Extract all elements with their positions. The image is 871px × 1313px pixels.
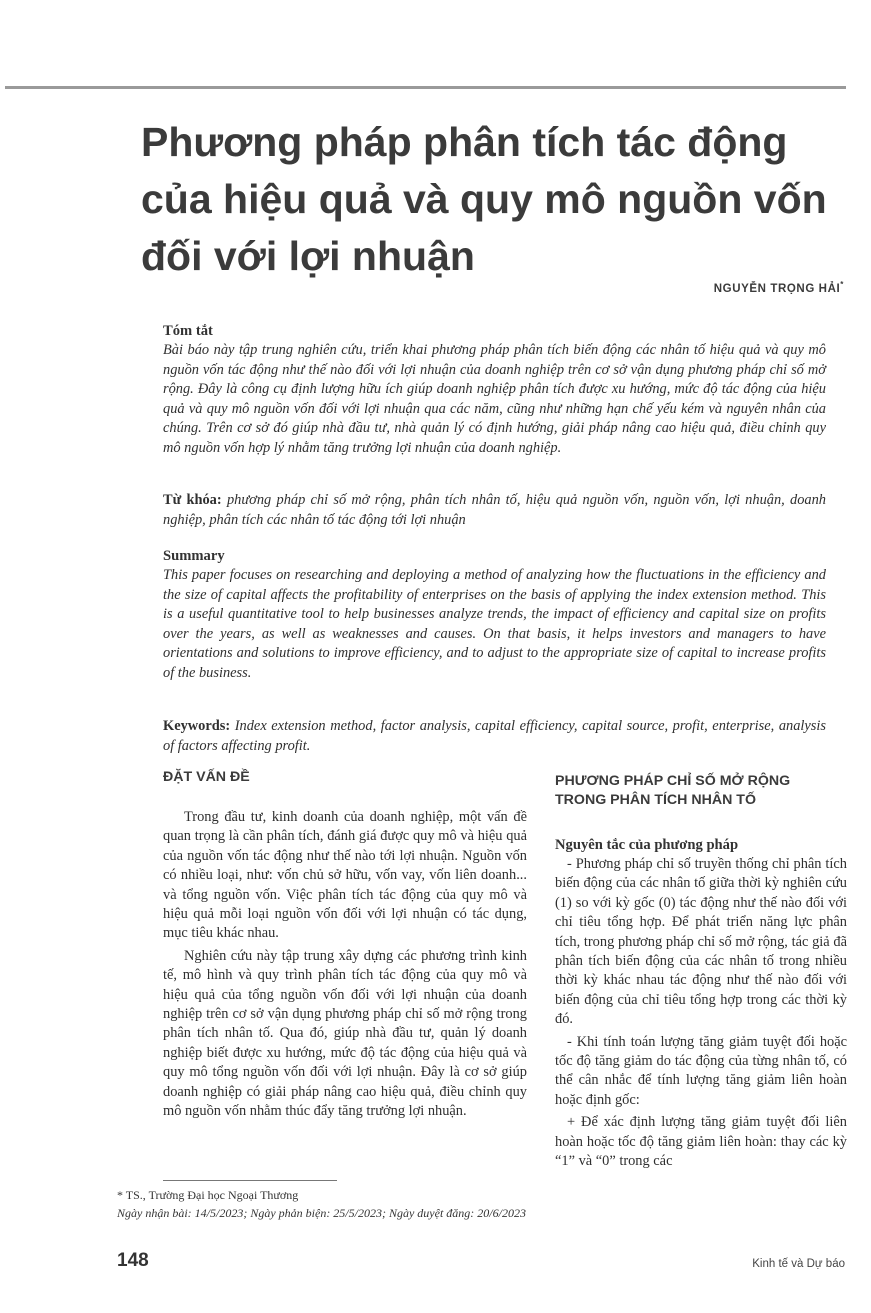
- abstract-vi-heading: Tóm tắt: [163, 323, 213, 339]
- right-column: [555, 772, 847, 1172]
- abstract-en-heading: Summary: [163, 548, 225, 564]
- footnote-affiliation: * TS., Trường Đại học Ngoại Thương: [117, 1188, 299, 1202]
- author-name: [714, 280, 844, 295]
- section-heading-introduction: ĐẶT VẤN ĐỀ: [163, 769, 250, 785]
- header-rule: [5, 86, 846, 89]
- left-column: [163, 768, 527, 1122]
- section-heading-method-line2: TRONG PHÂN TÍCH NHÂN TỐ: [555, 792, 756, 808]
- footnote-rule: [163, 1180, 337, 1181]
- abstract-en-text: This paper focuses on researching and deploying a method of analyzing how the fluctuations in the efficiency and the size of capital affects the profitability of enterprises on the basis of applying the index extension method. This is a useful quantitative tool to help businesses analyze trends, the impact of efficiency and capital size on profits over the years, as well as weaknesses and causes. On that basis, it helps investors and managers to have orientations and solutions to improve efficiency, and to adjust to the appropriate size of capital to increase profits of the business.: [163, 567, 826, 681]
- method-paragraph: - Khi tính toán lượng tăng giảm tuyệt đối hoặc tốc độ tăng giảm do tác động của từng nhân tố, có thể cân nhắc để tính lượng tăng giảm liên hoàn hoặc định gốc:: [555, 1033, 847, 1108]
- keywords-english: [163, 717, 826, 756]
- article-title: Phương pháp phân tích tác động của hiệu quả và quy mô nguồn vốn đối với lợi nhuận: [141, 119, 827, 279]
- abstract-vi-text: Bài báo này tập trung nghiên cứu, triển khai phương pháp phân tích biến động các nhân tố hiệu quả và quy mô nguồn vốn tác động như thế nào đối với lợi nhuận của doanh nghiệp trên cơ sở vận dụng phương pháp chỉ số mở rộng. Đây là công cụ định lượng hữu ích giúp doanh nghiệp phân tích được xu hướng, mức độ tác động của hiệu quả và quy mô nguồn vốn đối với lợi nhuận qua các năm, cũng như những hạn chế yếu kém và nguyên nhân của chúng. Trên cơ sở đó giúp nhà đầu tư, nhà quản lý có định hướng, giải pháp nâng cao hiệu quả, điều chỉnh quy mô nguồn vốn hợp lý nhằm tăng trưởng lợi nhuận của doanh nghiệp.: [163, 342, 826, 456]
- method-paragraph: + Để xác định lượng tăng giảm tuyệt đối liên hoàn hoặc tốc độ tăng giảm liên hoàn: thay các kỳ “1” và “0” trong các: [555, 1114, 847, 1170]
- intro-paragraph: Nghiên cứu này tập trung xây dựng các phương trình kinh tế, mô hình và quy trình phân tích tác động của quy mô và hiệu quả của tổng nguồn vốn đối với lợi nhuận của doanh nghiệp trên cơ sở vận dụng phương pháp chỉ số mở rộng trong phân tích nhân tố. Qua đó, giúp nhà đầu tư, quản lý doanh nghiệp biết được xu hướng, mức độ tác động của hiệu quả và quy mô tổng nguồn vốn đối với lợi nhuận. Đây là cơ sở giúp doanh nghiệp có giải pháp nâng cao hiệu quả, điều chỉnh quy mô nguồn vốn nhằm thúc đẩy tăng trưởng lợi nhuận.: [163, 947, 527, 1120]
- section-heading-method-line1: PHƯƠNG PHÁP CHỈ SỐ MỞ RỘNG: [555, 773, 791, 789]
- abstract-vietnamese: [163, 321, 826, 459]
- footnote: [117, 1186, 817, 1222]
- footnote-dates: Ngày nhận bài: 14/5/2023; Ngày phản biện: 25/5/2023; Ngày duyệt đăng: 20/6/2023: [117, 1206, 526, 1220]
- keywords-en-label: Keywords:: [163, 718, 231, 734]
- keywords-vi-text: phương pháp chỉ số mở rộng, phân tích nhân tố, hiệu quả nguồn vốn, nguồn vốn, lợi nhuận, doanh nghiệp, phân tích các nhân tố tác động tới lợi nhuận: [163, 492, 826, 528]
- intro-paragraph: Trong đầu tư, kinh doanh của doanh nghiệp, một vấn đề quan trọng là cần phân tích, đánh giá được quy mô và hiệu quả của nguồn vốn tác động như thế nào tới lợi nhuận. Nguồn vốn có nhiều loại, như: vốn chủ sở hữu, vốn vay, vốn liên doanh... và tổng nguồn vốn. Việc phân tích tác động của quy mô và hiệu quả mỗi loại nguồn vốn đối với lợi nhuận có tác dụng, mục tiêu khác nhau.: [163, 809, 527, 942]
- keywords-vietnamese: [163, 491, 826, 530]
- author-text: NGUYỄN TRỌNG HẢI: [713, 282, 841, 295]
- subheading-principles: Nguyên tắc của phương pháp: [555, 837, 739, 853]
- keywords-vi-label: Từ khóa:: [163, 492, 222, 508]
- abstract-english: [163, 546, 826, 684]
- journal-name: Kinh tế và Dự báo: [752, 1258, 845, 1270]
- section-heading-method: [555, 772, 847, 810]
- method-paragraph: - Phương pháp chỉ số truyền thống chỉ phân tích biến động của các nhân tố giữa thời kỳ nghiên cứu (1) so với kỳ gốc (0) tác động như thế nào đối với chỉ tiêu tổng hợp. Để phát triển năng lực phân tích, trong phương pháp chỉ số mở rộng, tác giả đã phân tích biến động của các nhân tố trong nhiều thời kỳ khác nhau tác động như thế nào đối với biến động của chỉ tiêu tổng hợp trong các thời kỳ đó.: [555, 856, 847, 1028]
- author-footnote-mark: *: [840, 280, 844, 289]
- keywords-en-text: Index extension method, factor analysis, capital efficiency, capital source, profit, enterprise, analysis of factors affecting profit.: [163, 718, 827, 754]
- page-number: 148: [117, 1250, 149, 1271]
